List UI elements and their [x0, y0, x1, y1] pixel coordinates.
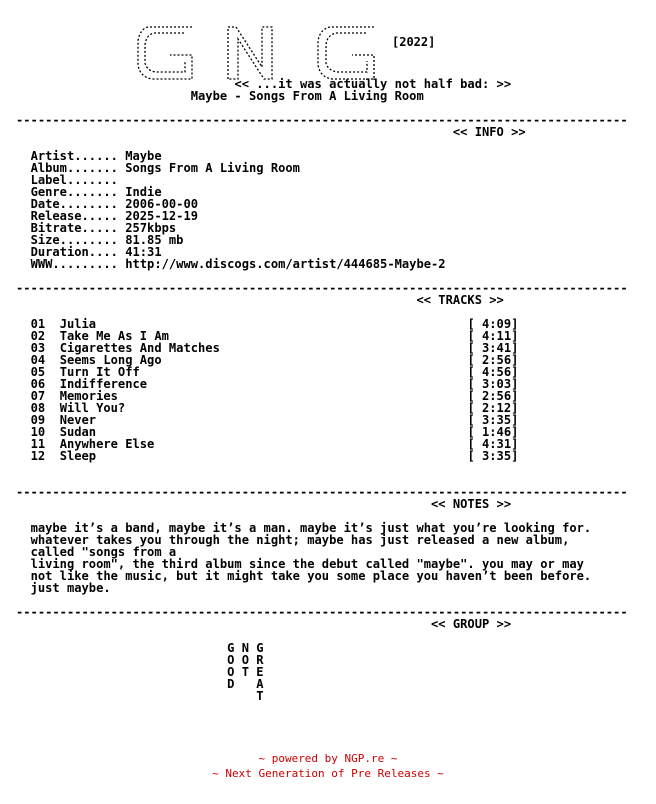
track-number: 03	[30, 341, 46, 355]
track-title: Turn It Off	[59, 365, 140, 379]
track-title: Never	[59, 413, 97, 427]
track-time: [ 4:56]	[467, 365, 519, 379]
track-time: [ 2:56]	[467, 353, 519, 367]
info-value: 2006-00-00	[125, 197, 199, 211]
info-key: Genre.......	[30, 185, 118, 199]
track-title: Julia	[59, 317, 97, 331]
track-time: [ 3:41]	[467, 341, 519, 355]
track-time: [ 3:03]	[467, 377, 519, 391]
group-logo-line	[16, 690, 628, 702]
notes-text: maybe it’s a band, maybe it’s a man. maybe it’s just what you’re looking for.	[30, 521, 592, 535]
info-key: Bitrate.....	[30, 221, 118, 235]
ngp-link[interactable]: ~ powered by NGP.re ~	[258, 752, 398, 765]
track-time: [ 3:35]	[467, 449, 519, 463]
group-logo-text: G N G	[227, 641, 264, 655]
track-title: Sleep	[59, 449, 97, 463]
info-key: WWW.........	[30, 257, 118, 271]
group-logo-text: D A	[227, 677, 264, 691]
track-number: 04	[30, 353, 46, 367]
tracks-heading-line	[16, 294, 628, 306]
track-number: 08	[30, 401, 46, 415]
separator-tracks: ------------------------------------------------------------------------------------	[16, 281, 628, 295]
info-key: Label.......	[30, 173, 118, 187]
notes-line	[16, 582, 628, 594]
notes-text: not like the music, but it might take you some place you haven’t been before.	[30, 569, 592, 583]
footer-powered-by[interactable]	[0, 752, 656, 766]
track-title: Indifference	[59, 377, 148, 391]
group-heading-line	[16, 618, 628, 630]
track-title: Will You?	[59, 401, 126, 415]
group-logo-text: O T E	[227, 665, 264, 679]
info-value: Maybe	[125, 149, 162, 163]
info-key: Artist......	[30, 149, 118, 163]
nfo-document	[16, 18, 628, 702]
footer-tagline: ~ Next Generation of Pre Releases ~	[212, 767, 444, 780]
group-logo-text: T	[227, 689, 264, 703]
track-row	[16, 450, 628, 462]
info-value: 257kbps	[125, 221, 177, 235]
info-value: 2025-12-19	[125, 209, 199, 223]
tracks-heading: << TRACKS >>	[416, 293, 504, 307]
notes-text: living room", the third album since the debut called "maybe". you may or may	[30, 557, 584, 571]
notes-text: called "songs from a	[30, 545, 177, 559]
track-time: [ 1:46]	[467, 425, 519, 439]
info-value: Indie	[125, 185, 162, 199]
track-number: 06	[30, 377, 46, 391]
info-key: Date........	[30, 197, 118, 211]
track-time: [ 4:31]	[467, 437, 519, 451]
track-title: Seems Long Ago	[59, 353, 162, 367]
separator-group: ------------------------------------------------------------------------------------	[16, 605, 628, 619]
separator-notes: ------------------------------------------------------------------------------------	[16, 485, 628, 499]
info-value[interactable]: http://www.discogs.com/artist/444685-Maybe-2	[125, 257, 446, 271]
track-number: 09	[30, 413, 46, 427]
group-logo-text: O O R	[227, 653, 264, 667]
release-title: Maybe - Songs From A Living Room	[190, 89, 424, 103]
info-key: Duration....	[30, 245, 118, 259]
info-row	[16, 258, 628, 270]
track-time: [ 4:11]	[467, 329, 519, 343]
track-number: 05	[30, 365, 46, 379]
track-number: 10	[30, 425, 46, 439]
separator-info: ------------------------------------------------------------------------------------	[16, 113, 628, 127]
release-title-line	[16, 90, 628, 102]
track-number: 11	[30, 437, 46, 451]
track-title: Cigarettes And Matches	[59, 341, 220, 355]
track-title: Sudan	[59, 425, 97, 439]
track-number: 01	[30, 317, 46, 331]
info-value: 41:31	[125, 245, 162, 259]
notes-heading-line	[16, 498, 628, 510]
notes-text: whatever takes you through the night; maybe has just released a new album,	[30, 533, 570, 547]
track-time: [ 2:12]	[467, 401, 519, 415]
track-time: [ 3:35]	[467, 413, 519, 427]
track-title: Anywhere Else	[59, 437, 155, 451]
info-value: Songs From A Living Room	[125, 161, 300, 175]
track-title: Memories	[59, 389, 118, 403]
notes-text: just maybe.	[30, 581, 111, 595]
release-year: [2022]	[392, 35, 436, 49]
info-heading: << INFO >>	[452, 125, 526, 139]
track-number: 12	[30, 449, 46, 463]
track-time: [ 4:09]	[467, 317, 519, 331]
track-title: Take Me As I Am	[59, 329, 169, 343]
info-value: 81.85 mb	[125, 233, 184, 247]
track-number: 02	[30, 329, 46, 343]
info-key: Size........	[30, 233, 118, 247]
info-key: Release.....	[30, 209, 118, 223]
info-key: Album.......	[30, 161, 118, 175]
tagline: << ...it was actually not half bad: >>	[234, 77, 512, 91]
info-heading-line	[16, 126, 628, 138]
track-time: [ 2:56]	[467, 389, 519, 403]
group-heading: << GROUP >>	[431, 617, 512, 631]
notes-heading: << NOTES >>	[431, 497, 512, 511]
track-number: 07	[30, 389, 46, 403]
